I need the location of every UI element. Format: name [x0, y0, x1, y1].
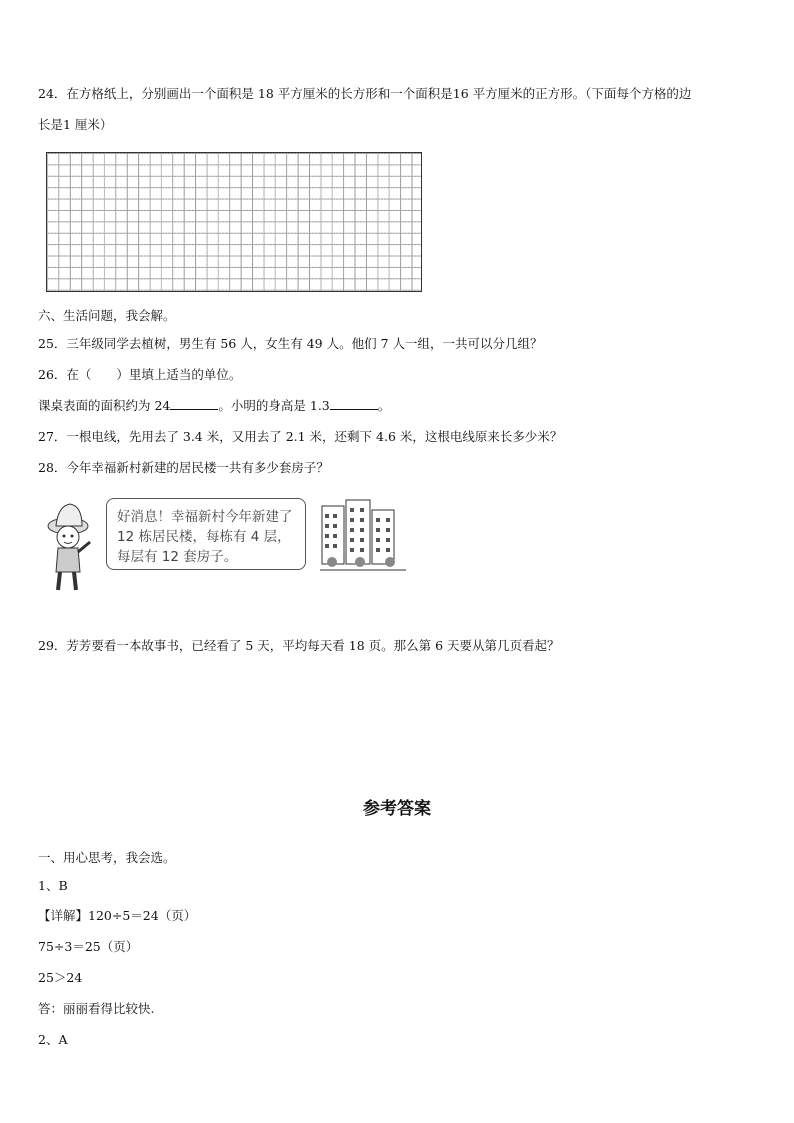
q28-illustration: [40, 492, 420, 592]
answer-blank[interactable]: [170, 397, 218, 410]
speech-bubble-text: 好消息！幸福新村今年新建了 12 栋居民楼，每栋有 4 层，每层有 12 套房子。: [117, 509, 293, 565]
q25: 25．三年级同学去植树，男生有 56 人，女生有 49 人。他们 7 人一组，一共可以分几组？: [38, 336, 543, 351]
answer-1-detail-2: 75÷3＝25（页）: [38, 939, 139, 954]
section-6-heading: 六、生活问题，我会解。: [38, 308, 176, 323]
q27: 27．一根电线，先用去了 3.4 米，又用去了 2.1 米，还剩下 4.6 米，这根电线原来长多少米？: [38, 429, 563, 444]
q26-part-a: 课桌表面的面积约为 24: [38, 398, 171, 413]
boy-with-hat-icon: [40, 492, 100, 592]
q24-line2: 长是1 厘米）: [38, 117, 113, 132]
answer-blank[interactable]: [330, 397, 378, 410]
speech-bubble: [106, 498, 306, 570]
answer-1-detail-1: 【详解】120÷5＝24（页）: [38, 908, 197, 923]
q28: 28．今年幸福新村新建的居民楼一共有多少套房子？: [38, 460, 329, 475]
answer-1-detail-4: 答：丽丽看得比较快.: [38, 1001, 155, 1016]
square-grid-paper: [46, 152, 422, 292]
answer-section-1: 一、用心思考，我会选。: [38, 850, 176, 865]
q29: 29．芳芳要看一本故事书，已经看了 5 天，平均每天看 18 页。那么第 6 天要从第几页看起？: [38, 638, 560, 653]
q26-line1: 26．在（ ）里填上适当的单位。: [38, 367, 242, 382]
q26-part-c: 。: [377, 398, 391, 413]
apartment-buildings-icon: [320, 496, 406, 576]
answer-1: 1、B: [38, 878, 68, 893]
q26-line2: [38, 396, 390, 414]
answer-1-detail-3: 25＞24: [38, 970, 83, 985]
answer-2: 2、A: [38, 1032, 68, 1047]
q24-line1: 24．在方格纸上，分别画出一个面积是 18 平方厘米的长方形和一个面积是16 平方厘米的正方形。（下面每个方格的边: [38, 86, 692, 101]
q26-part-b: 。小明的身高是 1.3: [218, 398, 330, 413]
answer-key-title: 参考答案: [363, 799, 431, 819]
